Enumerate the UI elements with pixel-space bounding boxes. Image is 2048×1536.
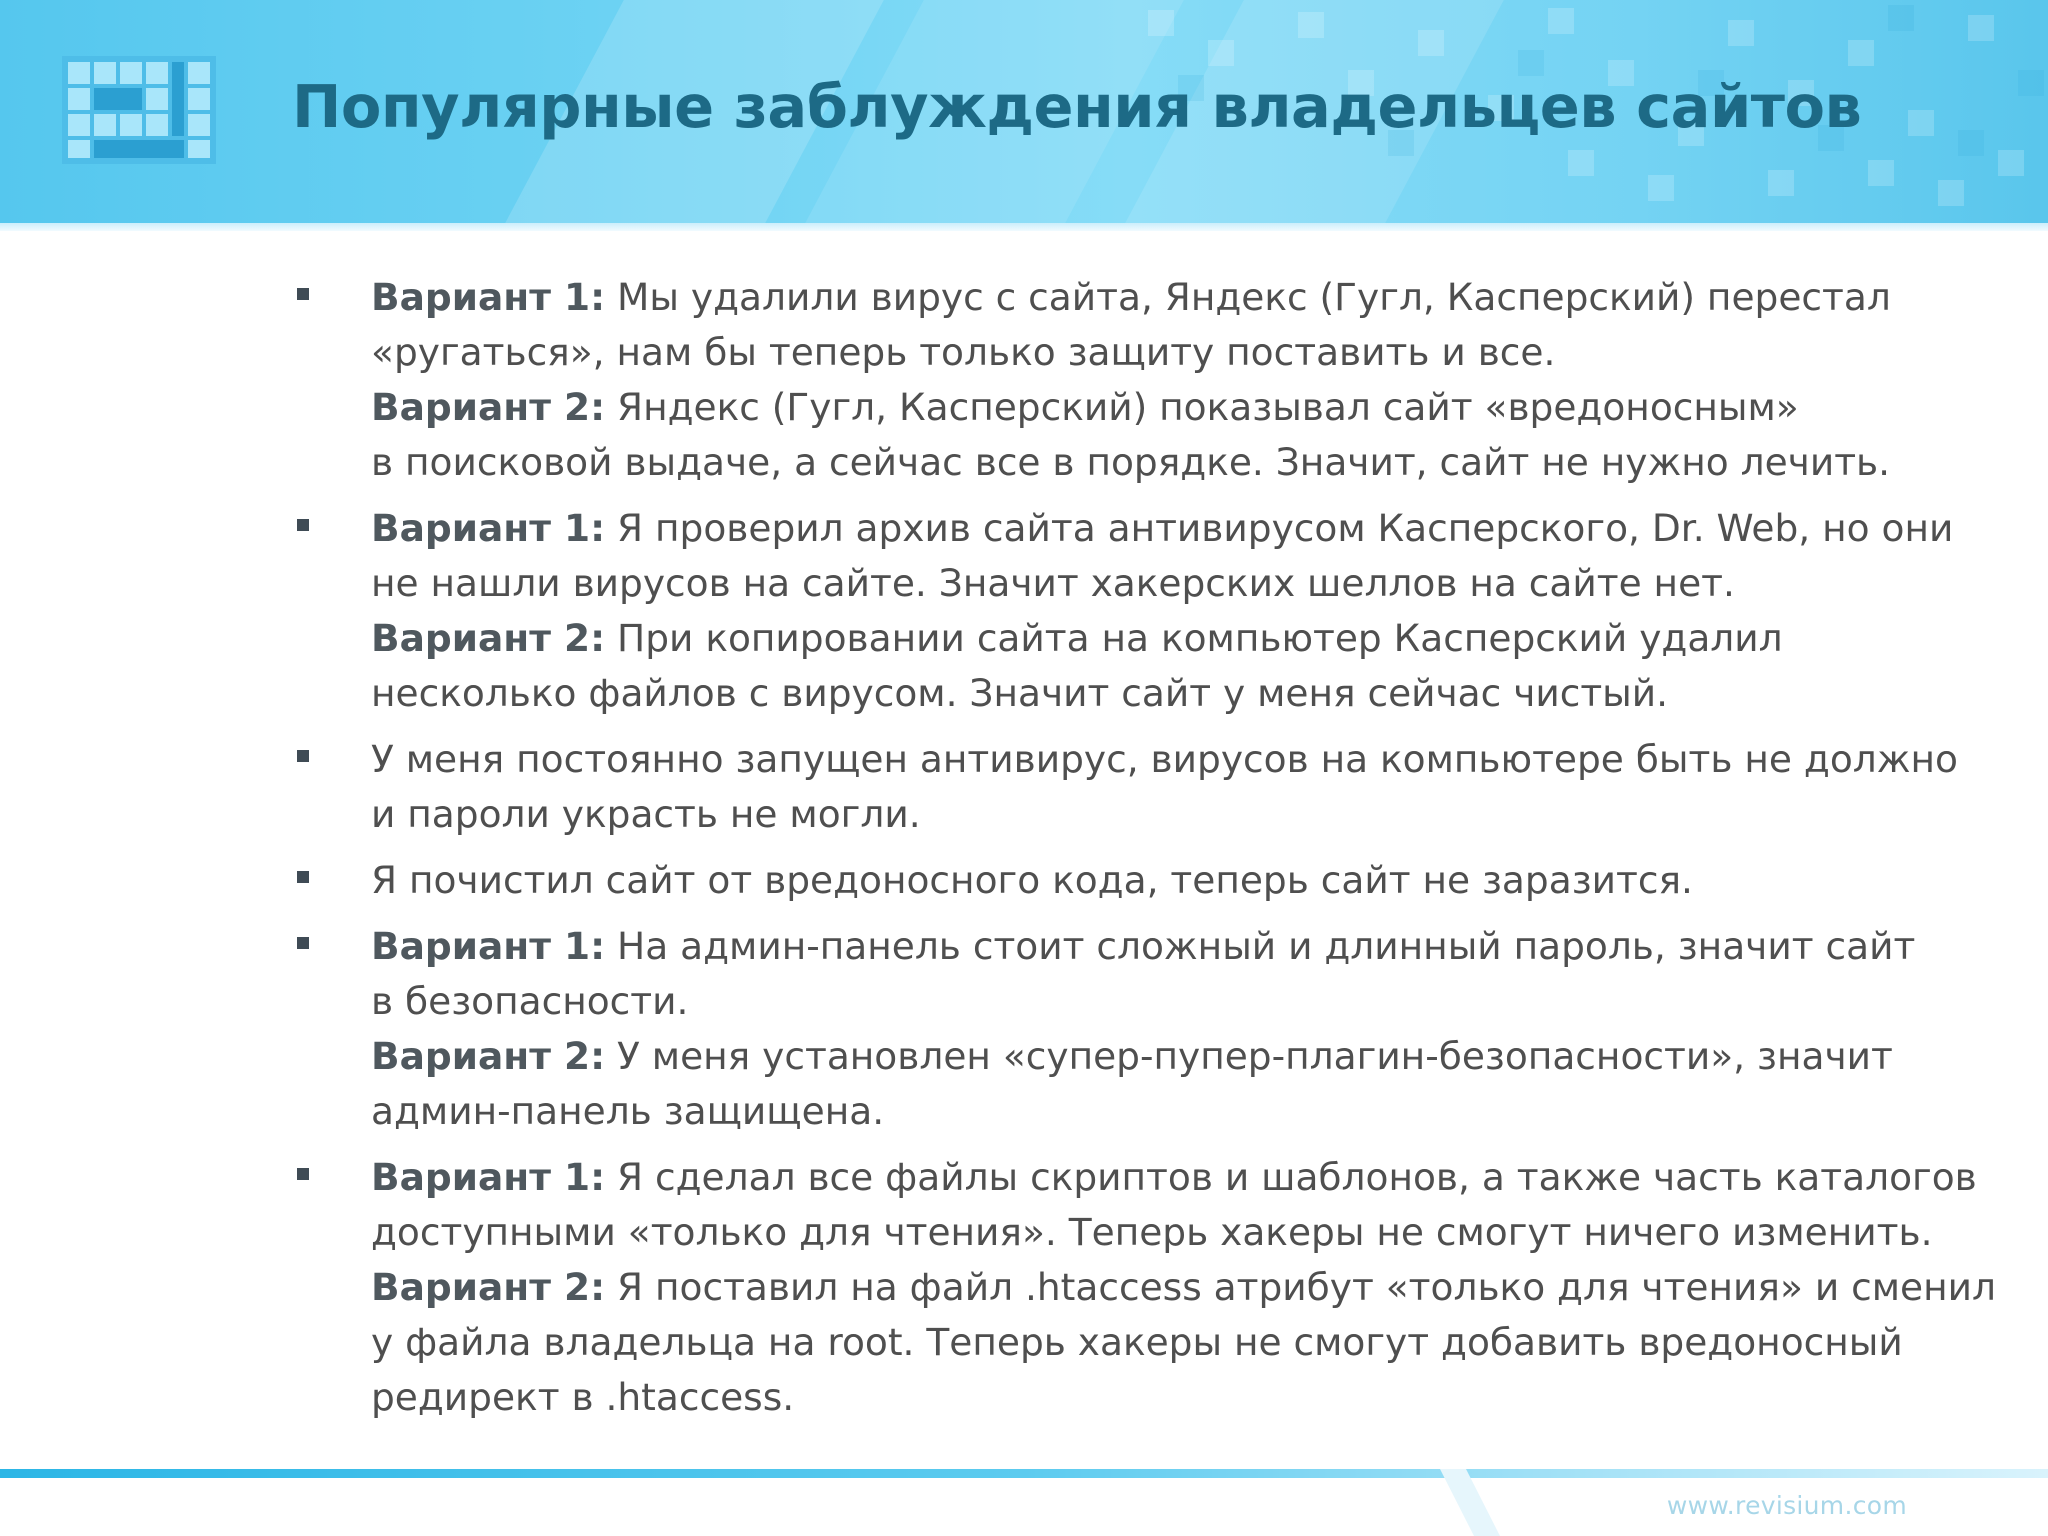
variant-label: Вариант 2:: [371, 1265, 606, 1309]
square-bullet-icon: [297, 519, 309, 531]
bullet-text: Я почистил сайт от вредоносного кода, теперь сайт не заразится.: [371, 858, 1693, 902]
bullet-line: [371, 1150, 1977, 1205]
square-bullet-icon: [297, 750, 309, 762]
variant-label: Вариант 1:: [371, 924, 606, 968]
bullet-line: [371, 1260, 1996, 1315]
bullet-text: и пароли украсть не могли.: [371, 792, 921, 836]
bullet-line: [371, 380, 1937, 435]
bullet-text: Яндекс (Гугл, Касперский) показывал сайт «вредоносным»: [605, 385, 1799, 429]
bullet-text: не нашли вирусов на сайте. Значит хакерских шеллов на сайте нет.: [371, 561, 1735, 605]
bullet-item: [297, 919, 1937, 1139]
bullet-text: Я сделал все файлы скриптов и шаблонов, а также часть каталогов: [605, 1155, 1977, 1199]
bullet-line: [371, 270, 1937, 325]
bullet-text: Я поставил на файл .htaccess атрибут «только для чтения» и сменил: [605, 1265, 1996, 1309]
bullet-line: [371, 1370, 1937, 1425]
bullet-line: [371, 1084, 1937, 1139]
grid-squares-logo-icon: [62, 56, 216, 164]
variant-label: Вариант 2:: [371, 616, 606, 660]
bullet-item: [297, 270, 1937, 490]
bullet-line: [371, 1205, 1937, 1260]
square-bullet-icon: [297, 288, 309, 300]
variant-label: Вариант 2:: [371, 1034, 606, 1078]
bullet-line: [371, 501, 1954, 556]
bullet-text: несколько файлов с вирусом. Значит сайт у меня сейчас чистый.: [371, 671, 1669, 715]
bullet-line: [371, 666, 1937, 721]
bullet-text: «ругаться», нам бы теперь только защиту поставить и все.: [371, 330, 1556, 374]
bullet-text: На админ-панель стоит сложный и длинный пароль, значит сайт: [605, 924, 1916, 968]
bullet-line: [371, 787, 1937, 842]
square-bullet-icon: [297, 937, 309, 949]
bullet-text: доступными «только для чтения». Теперь хакеры не смогут ничего изменить.: [371, 1210, 1933, 1254]
header-divider: [0, 223, 2048, 231]
page-title: Популярные заблуждения владельцев сайтов: [292, 72, 1862, 141]
bullet-line: [371, 732, 1958, 787]
bullet-item: [297, 501, 1954, 721]
bullet-line: [371, 325, 1937, 380]
slide-header: [0, 0, 2048, 223]
bullet-text: админ-панель защищена.: [371, 1089, 885, 1133]
bullet-item: [297, 732, 1958, 842]
bullet-line: [371, 611, 1937, 666]
bullet-text: У меня постоянно запущен антивирус, вирусов на компьютере быть не должно: [371, 737, 1958, 781]
variant-label: Вариант 1:: [371, 506, 606, 550]
bullet-text: Мы удалили вирус с сайта, Яндекс (Гугл, Касперский) перестал: [605, 275, 1891, 319]
variant-label: Вариант 2:: [371, 385, 606, 429]
bullet-text: редирект в .htaccess.: [371, 1375, 795, 1419]
footer-url: www.revisium.com: [1666, 1491, 1907, 1520]
bullet-line: [371, 556, 1937, 611]
bullet-line: [371, 435, 1937, 490]
bullet-text: Я проверил архив сайта антивирусом Касперского, Dr. Web, но они: [605, 506, 1954, 550]
bullet-line: [371, 853, 1937, 908]
bullet-line: [371, 1029, 1937, 1084]
variant-label: Вариант 1:: [371, 1155, 606, 1199]
bullet-text: в безопасности.: [371, 979, 689, 1023]
footer-band: [0, 1469, 2048, 1478]
bullet-line: [371, 1315, 1937, 1370]
square-bullet-icon: [297, 1168, 309, 1180]
bullet-text: в поисковой выдаче, а сейчас все в порядке. Значит, сайт не нужно лечить.: [371, 440, 1891, 484]
bullet-line: [371, 919, 1937, 974]
variant-label: Вариант 1:: [371, 275, 606, 319]
bullet-text: у файла владельца на root. Теперь хакеры не смогут добавить вредоносный: [371, 1320, 1903, 1364]
bullet-line: [371, 974, 1937, 1029]
square-bullet-icon: [297, 871, 309, 883]
footer-decoration: [1440, 1469, 1560, 1536]
bullet-item: [297, 1150, 1996, 1425]
bullet-text: При копировании сайта на компьютер Касперский удалил: [605, 616, 1783, 660]
bullet-list: [297, 270, 1996, 1436]
bullet-item: [297, 853, 1937, 908]
bullet-text: У меня установлен «супер-пупер-плагин-безопасности», значит: [605, 1034, 1893, 1078]
